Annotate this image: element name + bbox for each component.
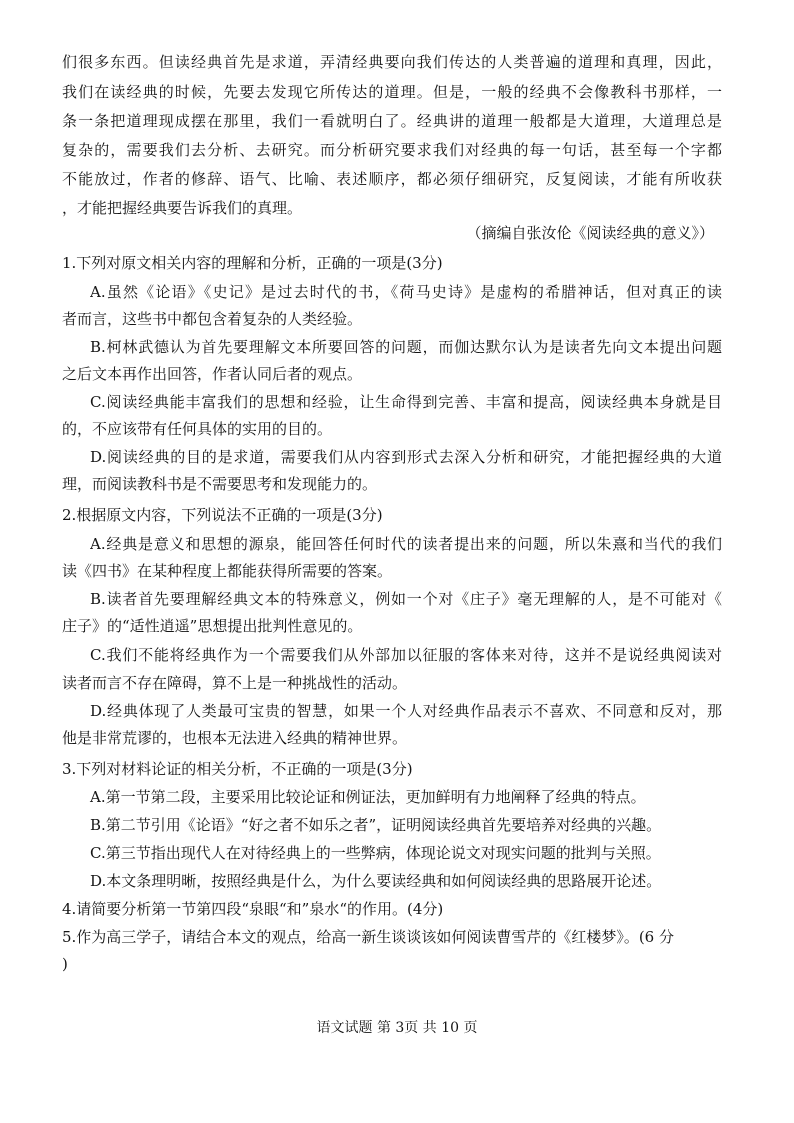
question-1-option-a-line-2: 者而言，这些书中都包含着复杂的人类经验。 xyxy=(62,310,363,328)
question-2-option-d-line-2: 他是非常荒谬的，也根本无法进入经典的精神世界。 xyxy=(62,729,408,747)
question-2-stem: 2.根据原文内容，下列说法不正确的一项是(3分) xyxy=(62,506,383,524)
question-1-option-a-line-1: A.虽然《论语》《史记》是过去时代的书，《荷马史诗》是虚构的希腊神话，但对真正的读 xyxy=(90,283,722,301)
question-1-option-d-line-1: D.阅读经典的目的是求道，需要我们从内容到形式去深入分析和研究，才能把握经典的大道 xyxy=(90,448,722,466)
question-3-option-d: D.本文条理明晰，按照经典是什么，为什么要读经典和如何阅读经典的思路展开论述。 xyxy=(90,872,662,890)
question-5-stem-line-1: 5.作为高三学子，请结合本文的观点，给高一新生谈谈该如何阅读曹雪芹的《红楼梦》。(6 分 xyxy=(62,928,674,946)
passage-line-4: 复杂的，需要我们去分析、去研究。而分析研究要求我们对经典的每一句话，甚至每一个字都 xyxy=(62,141,722,159)
passage-line-6: ，才能把握经典要告诉我们的真理。 xyxy=(62,199,303,217)
question-2-option-b-line-2: 庄子》的“适性逍遥”思想提出批判性意见的。 xyxy=(62,617,363,635)
question-5-stem-line-2: ) xyxy=(62,955,68,973)
question-3-option-b: B.第二节引用《论语》“好之者不如乐之者”，证明阅读经典首先要培养对经典的兴趣。 xyxy=(90,816,662,834)
question-1-option-d-line-2: 理，而阅读教科书是不需要思考和发现能力的。 xyxy=(62,475,378,493)
question-1-option-c-line-1: C.阅读经典能丰富我们的思想和经验，让生命得到完善、丰富和提高，阅读经典本身就是目 xyxy=(90,393,722,411)
question-1-option-b-line-1: B.柯林武德认为首先要理解文本所要回答的问题，而伽达默尔认为是读者先向文本提出问题 xyxy=(90,338,722,356)
question-2-option-c-line-2: 读者而言不存在障碍，算不上是一种挑战性的活动。 xyxy=(62,674,408,692)
page-footer: 语文试题 第 3页 共 10 页 xyxy=(316,1020,478,1036)
question-1-option-b-line-2: 之后文本再作出回答，作者认同后者的观点。 xyxy=(62,365,363,383)
question-4-stem: 4.请简要分析第一节第四段“泉眼“和”泉水“的作用。(4分) xyxy=(62,900,444,918)
question-2-option-a-line-2: 读《四书》在某种程度上都能获得所需要的答案。 xyxy=(62,562,393,580)
question-2-option-a-line-1: A.经典是意义和思想的源泉，能回答任何时代的读者提出来的问题，所以朱熹和当代的我们 xyxy=(90,535,722,553)
question-2-option-d-line-1: D.经典体现了人类最可宝贵的智慧，如果一个人对经典作品表示不喜欢、不同意和反对，那 xyxy=(90,702,722,720)
question-3-option-a: A.第一节第二段，主要采用比较论证和例证法，更加鲜明有力地阐释了经典的特点。 xyxy=(90,788,646,806)
question-2-option-b-line-1: B.读者首先要理解经典文本的特殊意义，例如一个对《庄子》毫无理解的人，是不可能对《 xyxy=(90,590,722,608)
question-3-stem: 3.下列对材料论证的相关分析，不正确的一项是(3分) xyxy=(62,760,413,778)
passage-line-1: 们很多东西。但读经典首先是求道，弄清经典要向我们传达的人类普遍的道理和真理，因此， xyxy=(62,53,722,71)
question-1-stem: 1.下列对原文相关内容的理解和分析，正确的一项是(3分) xyxy=(62,254,443,272)
question-3-option-c: C.第三节指出现代人在对待经典上的一些弊病，体现论说文对现实问题的批判与关照。 xyxy=(90,844,661,862)
passage-line-2: 我们在读经典的时候，先要去发现它所传达的道理。但是，一般的经典不会像教科书那样，一 xyxy=(62,83,722,101)
passage-source: （摘编自张汝伦《阅读经典的意义》） xyxy=(466,224,714,242)
passage-line-5: 不能放过，作者的修辞、语气、比喻、表述顺序，都必须仔细研究，反复阅读，才能有所收获 xyxy=(62,170,722,188)
question-2-option-c-line-1: C.我们不能将经典作为一个需要我们从外部加以征服的客体来对待，这并不是说经典阅读对 xyxy=(90,646,722,664)
passage-line-3: 条一条把道理现成摆在那里，我们一看就明白了。经典讲的道理一般都是大道理，大道理总是 xyxy=(62,112,722,130)
question-1-option-c-line-2: 的，不应该带有任何具体的实用的目的。 xyxy=(62,420,333,438)
